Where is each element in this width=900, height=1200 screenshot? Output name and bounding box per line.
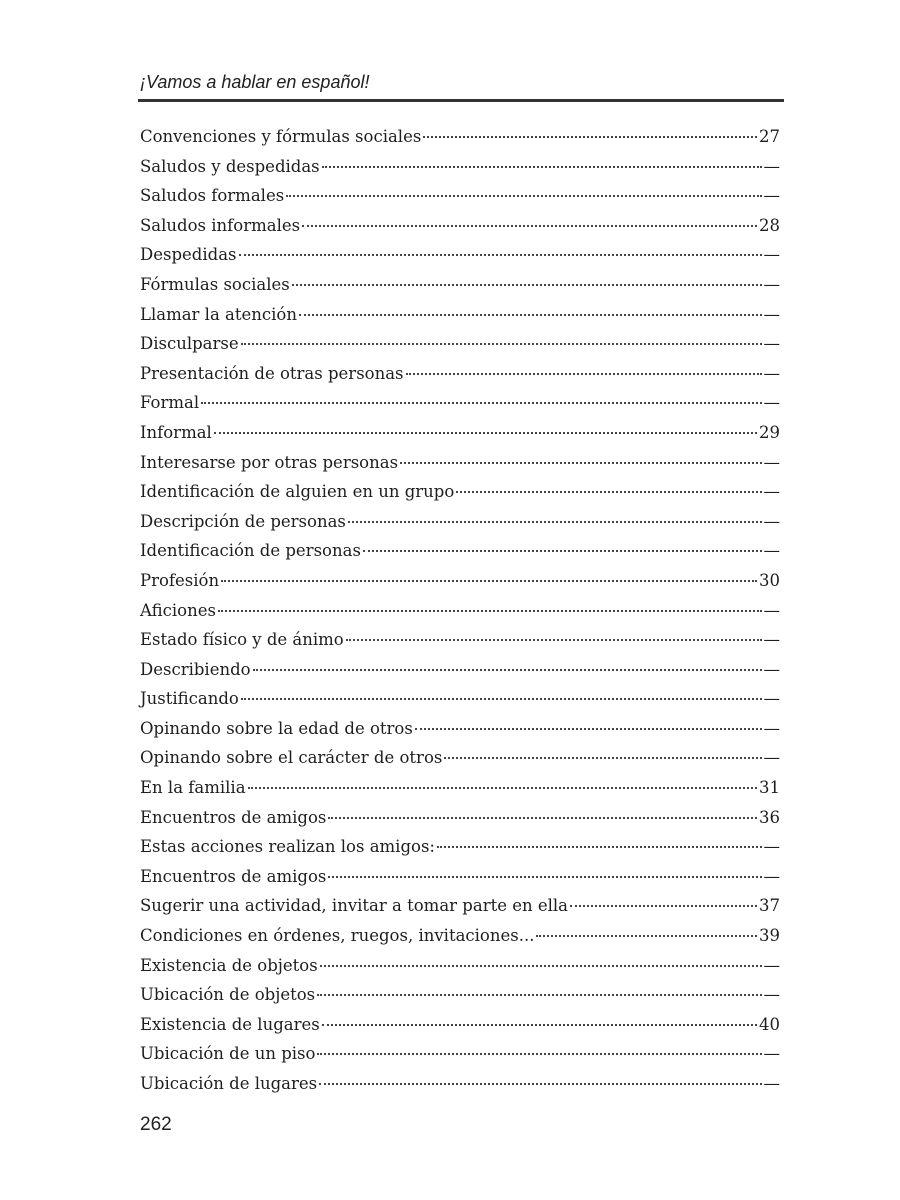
toc-entry: [140, 482, 780, 512]
dot-leader: [302, 225, 757, 227]
toc-entry-page: 37: [759, 896, 780, 916]
toc-entry: [140, 660, 780, 690]
toc-entry-page: 31: [759, 778, 780, 798]
toc-entry-title: Disculparse: [140, 334, 239, 354]
toc-entry-title: Estas acciones realizan los amigos:: [140, 837, 435, 857]
toc-entry-page: —: [763, 304, 780, 324]
toc-entry-page: —: [763, 186, 780, 206]
toc-entry-page: —: [763, 393, 780, 413]
dot-leader: [322, 166, 762, 168]
toc-entry: [140, 305, 780, 335]
toc-entry: [140, 778, 780, 808]
dot-leader: [221, 580, 757, 582]
toc-entry: [140, 630, 780, 660]
dot-leader: [363, 550, 762, 552]
toc-entry-page: 27: [759, 127, 780, 146]
toc-entry: [140, 719, 780, 749]
header-rule: [138, 99, 784, 102]
toc-entry-page: —: [763, 630, 780, 650]
dot-leader: [320, 965, 762, 967]
toc-entry: [140, 837, 780, 867]
toc-entry: [140, 541, 780, 571]
toc-entry-page: —: [763, 1074, 780, 1093]
toc-entry: [140, 896, 780, 926]
dot-leader: [317, 994, 761, 996]
dot-leader: [239, 254, 762, 256]
toc-entry-title: Saludos informales: [140, 215, 301, 235]
dot-leader: [444, 757, 761, 759]
dot-leader: [253, 669, 762, 671]
toc-entry-title: Describiendo: [140, 659, 251, 679]
toc-entry-title: Informal: [140, 422, 212, 442]
toc-entry-title: Encuentros de amigos: [140, 807, 327, 827]
dot-leader: [456, 491, 761, 493]
toc-entry: [140, 157, 780, 187]
toc-entry: [140, 512, 780, 542]
toc-entry-title: Ubicación de objetos: [140, 985, 316, 1005]
toc-entry-page: 29: [759, 422, 780, 442]
toc-entry-page: —: [763, 659, 780, 679]
toc-entry: [140, 748, 780, 778]
toc-entry: [140, 186, 780, 216]
table-of-contents: [140, 127, 780, 1104]
toc-entry-page: —: [763, 274, 780, 294]
dot-leader: [400, 462, 761, 464]
toc-entry-title: Interesarse por otras personas: [140, 452, 399, 472]
toc-entry-title: Saludos y despedidas: [140, 156, 320, 176]
toc-entry-title: Presentación de otras personas: [140, 363, 404, 383]
dot-leader: [406, 373, 762, 375]
dot-leader: [292, 284, 762, 286]
toc-entry-title: Sugerir una actividad, invitar a tomar parte en ella: [140, 896, 569, 916]
toc-entry-title: Descripción de personas: [140, 511, 346, 531]
toc-entry-title: Encuentros de amigos: [140, 866, 327, 886]
toc-entry: [140, 956, 780, 986]
toc-entry: [140, 334, 780, 364]
toc-entry-title: Ubicación de lugares: [140, 1074, 318, 1093]
toc-entry-page: —: [763, 363, 780, 383]
toc-entry-title: Identificación de personas: [140, 541, 361, 561]
toc-entry-page: —: [763, 955, 780, 975]
toc-entry: [140, 689, 780, 719]
toc-entry-title: Justificando: [140, 689, 239, 709]
dot-leader: [299, 314, 762, 316]
dot-leader: [437, 846, 762, 848]
toc-entry-title: Aficiones: [140, 600, 216, 620]
toc-entry: [140, 245, 780, 275]
dot-leader: [286, 195, 761, 197]
toc-entry: [140, 867, 780, 897]
toc-entry-title: Condiciones en órdenes, ruegos, invitaciones...: [140, 926, 535, 946]
dot-leader: [319, 1083, 761, 1085]
toc-entry-page: —: [763, 511, 780, 531]
dot-leader: [241, 343, 762, 345]
page-number: 262: [140, 1114, 172, 1135]
dot-leader: [328, 876, 761, 878]
toc-entry-title: Saludos formales: [140, 186, 285, 206]
toc-entry-page: —: [763, 1044, 780, 1064]
toc-entry: [140, 601, 780, 631]
toc-entry: [140, 1044, 780, 1074]
toc-entry-page: —: [763, 452, 780, 472]
toc-entry-page: —: [763, 866, 780, 886]
toc-entry: [140, 453, 780, 483]
toc-entry: [140, 423, 780, 453]
toc-entry-page: 40: [759, 1014, 780, 1034]
toc-entry: [140, 275, 780, 305]
toc-entry-title: Formal: [140, 393, 200, 413]
toc-entry: [140, 127, 780, 157]
toc-entry-title: Existencia de objetos: [140, 955, 318, 975]
toc-entry: [140, 808, 780, 838]
toc-entry: [140, 1074, 780, 1104]
dot-leader: [214, 432, 757, 434]
toc-entry-page: 28: [759, 215, 780, 235]
toc-entry-page: —: [763, 689, 780, 709]
dot-leader: [348, 521, 762, 523]
running-header-title: ¡Vamos a hablar en español!: [140, 72, 370, 92]
toc-entry-title: Existencia de lugares: [140, 1014, 320, 1034]
toc-entry-title: Convenciones y fórmulas sociales: [140, 127, 422, 146]
dot-leader: [346, 639, 762, 641]
toc-entry-title: Profesión: [140, 570, 220, 590]
toc-entry-title: En la familia: [140, 778, 246, 798]
dot-leader: [570, 905, 757, 907]
dot-leader: [317, 1053, 761, 1055]
dot-leader: [241, 698, 762, 700]
dot-leader: [201, 402, 761, 404]
toc-entry-page: —: [763, 748, 780, 768]
toc-entry-title: Ubicación de un piso: [140, 1044, 316, 1064]
toc-entry-title: Fórmulas sociales: [140, 274, 290, 294]
toc-entry: [140, 364, 780, 394]
toc-entry-title: Identificación de alguien en un grupo: [140, 482, 455, 502]
toc-entry-title: Llamar la atención: [140, 304, 297, 324]
toc-entry-page: —: [763, 482, 780, 502]
toc-entry-page: —: [763, 156, 780, 176]
dot-leader: [415, 728, 762, 730]
toc-entry-page: —: [763, 837, 780, 857]
toc-entry-page: —: [763, 334, 780, 354]
dot-leader: [322, 1024, 757, 1026]
toc-entry-page: —: [763, 985, 780, 1005]
toc-entry: [140, 216, 780, 246]
dot-leader: [248, 787, 757, 789]
toc-entry-page: —: [763, 718, 780, 738]
toc-entry-page: —: [763, 541, 780, 561]
toc-entry-page: —: [763, 600, 780, 620]
dot-leader: [328, 817, 757, 819]
toc-entry-page: 36: [759, 807, 780, 827]
dot-leader: [423, 136, 757, 138]
toc-entry-title: Opinando sobre el carácter de otros: [140, 748, 443, 768]
toc-entry: [140, 1015, 780, 1045]
toc-entry: [140, 393, 780, 423]
toc-entry: [140, 985, 780, 1015]
toc-entry: [140, 926, 780, 956]
toc-entry-page: —: [763, 245, 780, 265]
toc-entry: [140, 571, 780, 601]
toc-entry-page: 30: [759, 570, 780, 590]
dot-leader: [536, 935, 757, 937]
toc-entry-page: 39: [759, 926, 780, 946]
toc-entry-title: Estado físico y de ánimo: [140, 630, 344, 650]
toc-entry-title: Despedidas: [140, 245, 237, 265]
dot-leader: [218, 610, 762, 612]
toc-entry-title: Opinando sobre la edad de otros: [140, 718, 413, 738]
